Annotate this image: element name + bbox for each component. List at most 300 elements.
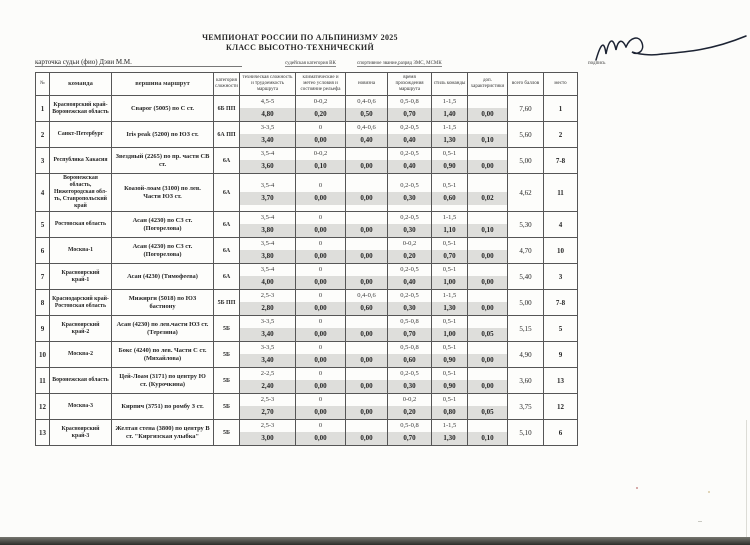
header-team: команда xyxy=(50,73,112,96)
climate-range: 0-0,2 xyxy=(313,98,328,105)
technical-score-cell xyxy=(240,394,296,420)
time-value: 0,20 xyxy=(388,406,431,419)
extra-score-cell xyxy=(468,316,508,342)
climate-value: 0,00 xyxy=(296,276,345,289)
team-cell: Воронежская область xyxy=(50,368,112,394)
time-value: 0,20 xyxy=(388,250,431,263)
climate-value: 0,00 xyxy=(296,432,345,445)
style-range: 1-1,5 xyxy=(442,98,457,105)
technical-range: 3-3,5 xyxy=(260,344,275,351)
row-number-cell: 2 xyxy=(36,122,50,148)
technical-range: 2,5-3 xyxy=(260,422,275,429)
extra-range xyxy=(468,420,507,432)
novelty-range xyxy=(346,420,387,432)
scan-bottom-edge xyxy=(0,537,750,545)
time-value: 0,30 xyxy=(388,302,431,315)
technical-score-cell xyxy=(240,290,296,316)
category-cell: 6А ПП xyxy=(214,122,240,148)
route-cell: Iris peak (5200) по ЮЗ ст. xyxy=(112,122,214,148)
style-value: 1,00 xyxy=(432,276,467,289)
novelty-value: 0,00 xyxy=(346,406,387,419)
technical-range: 3,5-4 xyxy=(260,182,275,189)
novelty-range xyxy=(346,148,387,160)
technical-value: 4,80 xyxy=(240,108,295,121)
technical-range: 4,5-5 xyxy=(260,98,275,105)
style-value: 1,00 xyxy=(432,328,467,341)
technical-range: 3,5-4 xyxy=(260,266,275,273)
style-score-cell xyxy=(432,212,468,238)
title-line-2: КЛАСС ВЫСОТНО-ТЕХНИЧЕСКИЙ xyxy=(226,43,374,52)
climate-range: 0 xyxy=(318,124,323,131)
style-score-cell xyxy=(432,238,468,264)
style-score-cell xyxy=(432,342,468,368)
novelty-value: 0,00 xyxy=(346,432,387,445)
scan-speck xyxy=(698,521,702,522)
time-value: 0,30 xyxy=(388,224,431,237)
extra-score-cell xyxy=(468,238,508,264)
extra-value: 0,00 xyxy=(468,380,507,393)
route-cell: Асан (4230) по СЗ ст. (Погорелова) xyxy=(112,238,214,264)
climate-range: 0 xyxy=(318,344,323,351)
category-cell: 6А xyxy=(214,148,240,174)
category-cell: 6А xyxy=(214,174,240,212)
novelty-score-cell xyxy=(346,238,388,264)
style-value: 1,30 xyxy=(432,302,467,315)
team-cell: Красноярский край-1 xyxy=(50,264,112,290)
route-cell: Кирпич (3751) по ромбу З ст. xyxy=(112,394,214,420)
novelty-range xyxy=(346,342,387,354)
style-score-cell xyxy=(432,122,468,148)
header-novelty: новизна xyxy=(346,73,388,96)
extra-score-cell xyxy=(468,394,508,420)
time-range: 0,2-0,5 xyxy=(400,150,419,157)
table-row xyxy=(36,368,578,394)
total-points-cell: 5,10 xyxy=(508,420,544,446)
style-range: 0,5-1 xyxy=(442,396,457,403)
category-cell: 6А xyxy=(214,238,240,264)
extra-range xyxy=(468,316,507,328)
time-score-cell xyxy=(388,122,432,148)
table-row xyxy=(36,394,578,420)
row-number-cell: 11 xyxy=(36,368,50,394)
style-range: 0,5-1 xyxy=(442,318,457,325)
climate-range: 0 xyxy=(318,240,323,247)
climate-score-cell xyxy=(296,148,346,174)
category-cell: 6А xyxy=(214,212,240,238)
time-range: 0,5-0,8 xyxy=(400,344,419,351)
category-cell: 6А xyxy=(214,264,240,290)
row-number-cell: 13 xyxy=(36,420,50,446)
time-score-cell xyxy=(388,174,432,212)
style-value: 0,60 xyxy=(432,192,467,205)
scan-right-edge xyxy=(746,420,747,537)
climate-range: 0 xyxy=(318,422,323,429)
time-score-cell xyxy=(388,238,432,264)
table-row xyxy=(36,264,578,290)
climate-score-cell xyxy=(296,96,346,122)
total-points-cell: 5,00 xyxy=(508,148,544,174)
time-range: 0,2-0,5 xyxy=(400,266,419,273)
scorecard-table xyxy=(35,72,578,446)
climate-value: 0,00 xyxy=(296,250,345,263)
total-points-cell: 4,62 xyxy=(508,174,544,212)
header-category: категория сложности xyxy=(214,73,240,96)
time-range: 0,2-0,5 xyxy=(400,124,419,131)
table-row xyxy=(36,420,578,446)
style-score-cell xyxy=(432,264,468,290)
row-number-cell: 6 xyxy=(36,238,50,264)
row-number-cell: 12 xyxy=(36,394,50,420)
time-value: 0,40 xyxy=(388,276,431,289)
table-row xyxy=(36,174,578,212)
place-cell: 12 xyxy=(544,394,578,420)
climate-value: 0,20 xyxy=(296,108,345,121)
time-value: 0,40 xyxy=(388,134,431,147)
extra-score-cell xyxy=(468,420,508,446)
team-cell: Республика Хакасия xyxy=(50,148,112,174)
extra-value: 0,00 xyxy=(468,302,507,315)
document-title xyxy=(145,33,455,53)
climate-range: 0 xyxy=(318,318,323,325)
style-range: 0,5-1 xyxy=(442,182,457,189)
total-points-cell: 3,75 xyxy=(508,394,544,420)
extra-score-cell xyxy=(468,212,508,238)
style-score-cell xyxy=(432,316,468,342)
climate-value: 0,00 xyxy=(296,354,345,367)
signature-label: подпись xyxy=(588,61,606,66)
scan-speck xyxy=(708,491,710,493)
place-cell: 5 xyxy=(544,316,578,342)
extra-value: 0,00 xyxy=(468,250,507,263)
time-score-cell xyxy=(388,290,432,316)
time-score-cell xyxy=(388,212,432,238)
style-value: 0,90 xyxy=(432,354,467,367)
extra-value: 0,00 xyxy=(468,160,507,173)
time-value: 0,70 xyxy=(388,328,431,341)
route-cell: Бокс (4240) по лев. Части С ст. (Михайлова) xyxy=(112,342,214,368)
row-number-cell: 3 xyxy=(36,148,50,174)
novelty-range xyxy=(346,212,387,224)
category-cell: 5Б xyxy=(214,316,240,342)
team-cell: Краснодарский край-Ростовская область xyxy=(50,290,112,316)
novelty-value: 0,60 xyxy=(346,302,387,315)
style-value: 1,30 xyxy=(432,134,467,147)
place-cell: 7-8 xyxy=(544,290,578,316)
novelty-value: 0,00 xyxy=(346,328,387,341)
scan-speck xyxy=(636,487,638,489)
row-number-cell: 7 xyxy=(36,264,50,290)
judge-signature-scribble xyxy=(592,30,750,66)
extra-range xyxy=(468,148,507,160)
technical-value: 3,00 xyxy=(240,432,295,445)
team-cell: Красноярский край-2 xyxy=(50,316,112,342)
table-body xyxy=(36,96,578,446)
extra-range xyxy=(468,238,507,250)
row-number-cell: 9 xyxy=(36,316,50,342)
time-value: 0,70 xyxy=(388,108,431,121)
novelty-value: 0,00 xyxy=(346,354,387,367)
novelty-range xyxy=(346,264,387,276)
place-cell: 6 xyxy=(544,420,578,446)
place-cell: 3 xyxy=(544,264,578,290)
extra-range xyxy=(468,394,507,406)
total-points-cell: 7,60 xyxy=(508,96,544,122)
team-cell: Ростовская область xyxy=(50,212,112,238)
style-range: 0,5-1 xyxy=(442,370,457,377)
novelty-value: 0,00 xyxy=(346,276,387,289)
extra-score-cell xyxy=(468,122,508,148)
style-value: 0,80 xyxy=(432,406,467,419)
total-points-cell: 5,40 xyxy=(508,264,544,290)
table-row xyxy=(36,238,578,264)
climate-range: 0 xyxy=(318,370,323,377)
technical-score-cell xyxy=(240,420,296,446)
style-value: 0,90 xyxy=(432,380,467,393)
team-cell: Москва-1 xyxy=(50,238,112,264)
climate-score-cell xyxy=(296,212,346,238)
time-value: 0,30 xyxy=(388,380,431,393)
category-cell: 5Б xyxy=(214,420,240,446)
extra-value: 0,10 xyxy=(468,224,507,237)
time-score-cell xyxy=(388,316,432,342)
header-extra: доп. характеристики xyxy=(468,73,508,96)
novelty-range xyxy=(346,368,387,380)
novelty-range: 0,4-0,6 xyxy=(357,292,376,299)
style-score-cell xyxy=(432,290,468,316)
route-cell: Звездный (2265) по пр. части СВ ст. xyxy=(112,148,214,174)
technical-range: 2,5-3 xyxy=(260,396,275,403)
novelty-score-cell xyxy=(346,290,388,316)
technical-score-cell xyxy=(240,212,296,238)
novelty-range xyxy=(346,316,387,328)
style-value: 0,90 xyxy=(432,160,467,173)
extra-value: 0,10 xyxy=(468,432,507,445)
extra-value: 0,10 xyxy=(468,134,507,147)
climate-range: 0 xyxy=(318,266,323,273)
novelty-range: 0,4-0,6 xyxy=(357,124,376,131)
technical-score-cell xyxy=(240,174,296,212)
row-number-cell: 5 xyxy=(36,212,50,238)
extra-value: 0,00 xyxy=(468,276,507,289)
extra-range xyxy=(468,368,507,380)
header-time: время прохождения маршрута xyxy=(388,73,432,96)
time-score-cell xyxy=(388,368,432,394)
time-score-cell xyxy=(388,148,432,174)
novelty-score-cell xyxy=(346,368,388,394)
time-value: 0,40 xyxy=(388,160,431,173)
header-route: вершина маршрут xyxy=(112,73,214,96)
extra-range xyxy=(468,96,507,108)
technical-range: 3-3,5 xyxy=(260,124,275,131)
extra-score-cell xyxy=(468,290,508,316)
route-cell: Асан (4230) (Тимофеева) xyxy=(112,264,214,290)
climate-score-cell xyxy=(296,342,346,368)
table-row xyxy=(36,316,578,342)
route-cell: Мижирги (5018) по ЮЗ бастиону xyxy=(112,290,214,316)
extra-value: 0,00 xyxy=(468,108,507,121)
total-points-cell: 5,30 xyxy=(508,212,544,238)
novelty-score-cell xyxy=(346,174,388,212)
row-number-cell: 4 xyxy=(36,174,50,212)
team-cell: Красноярский край-3 xyxy=(50,420,112,446)
climate-score-cell xyxy=(296,264,346,290)
team-cell: Санкт-Петербург xyxy=(50,122,112,148)
total-points-cell: 5,60 xyxy=(508,122,544,148)
style-range: 1-1,5 xyxy=(442,214,457,221)
header-climate: климатические и метео условия и состояние рельефа xyxy=(296,73,346,96)
table-row xyxy=(36,290,578,316)
style-range: 0,5-1 xyxy=(442,240,457,247)
time-score-cell xyxy=(388,96,432,122)
team-cell: Москва-2 xyxy=(50,342,112,368)
climate-range: 0 xyxy=(318,292,323,299)
route-cell: Асан (4230) по СЗ ст. (Погорелова) xyxy=(112,212,214,238)
technical-value: 3,40 xyxy=(240,354,295,367)
route-cell: Асан (4230) по лев.части ЮЗ ст. (Терезина) xyxy=(112,316,214,342)
novelty-score-cell xyxy=(346,316,388,342)
novelty-score-cell xyxy=(346,420,388,446)
technical-range: 3,5-4 xyxy=(260,150,275,157)
row-number-cell: 1 xyxy=(36,96,50,122)
style-score-cell xyxy=(432,368,468,394)
total-points-cell: 3,60 xyxy=(508,368,544,394)
total-points-cell: 5,15 xyxy=(508,316,544,342)
time-value: 0,30 xyxy=(388,192,431,205)
novelty-value: 0,00 xyxy=(346,380,387,393)
technical-range: 3,5-4 xyxy=(260,240,275,247)
technical-score-cell xyxy=(240,342,296,368)
technical-score-cell xyxy=(240,96,296,122)
place-cell: 13 xyxy=(544,368,578,394)
header-place: место xyxy=(544,73,578,96)
climate-value: 0,00 xyxy=(296,224,345,237)
total-points-cell: 4,90 xyxy=(508,342,544,368)
style-score-cell xyxy=(432,394,468,420)
technical-score-cell xyxy=(240,122,296,148)
novelty-value: 0,00 xyxy=(346,160,387,173)
style-range: 1-1,5 xyxy=(442,422,457,429)
technical-value: 4,00 xyxy=(240,276,295,289)
novelty-score-cell xyxy=(346,96,388,122)
technical-score-cell xyxy=(240,264,296,290)
technical-value: 3,60 xyxy=(240,160,295,173)
climate-value: 0,00 xyxy=(296,380,345,393)
category-cell: 5Б xyxy=(214,394,240,420)
technical-score-cell xyxy=(240,368,296,394)
route-cell: Коазой-лоам (3100) по лев. Части ЮЗ ст. xyxy=(112,174,214,212)
technical-value: 2,40 xyxy=(240,380,295,393)
novelty-value: 0,40 xyxy=(346,134,387,147)
technical-range: 2,5-3 xyxy=(260,292,275,299)
style-range: 1-1,5 xyxy=(442,292,457,299)
place-cell: 11 xyxy=(544,174,578,212)
style-value: 1,30 xyxy=(432,432,467,445)
category-cell: 5Б xyxy=(214,368,240,394)
extra-range xyxy=(468,212,507,224)
extra-value: 0,05 xyxy=(468,406,507,419)
route-cell: Желтая стена (3800) по центру В ст. "Киргизская улыбка" xyxy=(112,420,214,446)
style-range: 0,5-1 xyxy=(442,266,457,273)
novelty-range xyxy=(346,180,387,192)
technical-score-cell xyxy=(240,238,296,264)
place-cell: 10 xyxy=(544,238,578,264)
extra-range xyxy=(468,122,507,134)
place-cell: 2 xyxy=(544,122,578,148)
style-range: 1-1,5 xyxy=(442,124,457,131)
extra-range xyxy=(468,342,507,354)
technical-value: 3,80 xyxy=(240,224,295,237)
table-row xyxy=(36,96,578,122)
novelty-value: 0,00 xyxy=(346,192,387,205)
category-cell: 5Б xyxy=(214,342,240,368)
novelty-value: 0,00 xyxy=(346,224,387,237)
table-row xyxy=(36,148,578,174)
time-score-cell xyxy=(388,420,432,446)
technical-range: 2-2,5 xyxy=(260,370,275,377)
time-score-cell xyxy=(388,394,432,420)
extra-value: 0,00 xyxy=(468,354,507,367)
climate-range: 0 xyxy=(318,182,323,189)
extra-value: 0,02 xyxy=(468,192,507,205)
climate-range: 0-0,2 xyxy=(313,150,328,157)
climate-score-cell xyxy=(296,394,346,420)
place-cell: 7-8 xyxy=(544,148,578,174)
novelty-value: 0,00 xyxy=(346,250,387,263)
climate-score-cell xyxy=(296,290,346,316)
route-cell: Сварог (5005) по С ст. xyxy=(112,96,214,122)
climate-score-cell xyxy=(296,368,346,394)
row-number-cell: 10 xyxy=(36,342,50,368)
technical-score-cell xyxy=(240,148,296,174)
route-cell: Цей-Лоам (3171) по центру Ю ст. (Курочкина) xyxy=(112,368,214,394)
judge-card-label: карточка судьи (фио) Дэви М.М. xyxy=(35,58,242,67)
climate-range: 0 xyxy=(318,214,323,221)
header-technical: техническая сложность и трудоемкость маршрута xyxy=(240,73,296,96)
novelty-range xyxy=(346,238,387,250)
team-cell: Москва-3 xyxy=(50,394,112,420)
novelty-value: 0,50 xyxy=(346,108,387,121)
time-value: 0,70 xyxy=(388,432,431,445)
extra-score-cell xyxy=(468,148,508,174)
extra-score-cell xyxy=(468,174,508,212)
title-line-1: ЧЕМПИОНАТ РОССИИ ПО АЛЬПИНИЗМУ 2025 xyxy=(202,33,398,42)
technical-value: 3,40 xyxy=(240,134,295,147)
climate-value: 0,00 xyxy=(296,302,345,315)
time-score-cell xyxy=(388,264,432,290)
place-cell: 1 xyxy=(544,96,578,122)
style-value: 1,40 xyxy=(432,108,467,121)
header-style: стиль команды xyxy=(432,73,468,96)
technical-value: 2,80 xyxy=(240,302,295,315)
technical-value: 3,70 xyxy=(240,192,295,205)
header-num: № xyxy=(36,73,50,96)
technical-range: 3-3,5 xyxy=(260,318,275,325)
time-range: 0,2-0,5 xyxy=(400,182,419,189)
climate-value: 0,00 xyxy=(296,192,345,205)
novelty-range: 0,4-0,6 xyxy=(357,98,376,105)
time-range: 0,2-0,5 xyxy=(400,370,419,377)
extra-range xyxy=(468,180,507,192)
technical-score-cell xyxy=(240,316,296,342)
team-cell: Воронежская область, Нижегородская обл-ть, Ставропольский край xyxy=(50,174,112,212)
time-score-cell xyxy=(388,342,432,368)
table-row xyxy=(36,212,578,238)
category-cell: 6Б ПП xyxy=(214,96,240,122)
climate-range: 0 xyxy=(318,396,323,403)
extra-range xyxy=(468,290,507,302)
climate-score-cell xyxy=(296,420,346,446)
novelty-score-cell xyxy=(346,264,388,290)
